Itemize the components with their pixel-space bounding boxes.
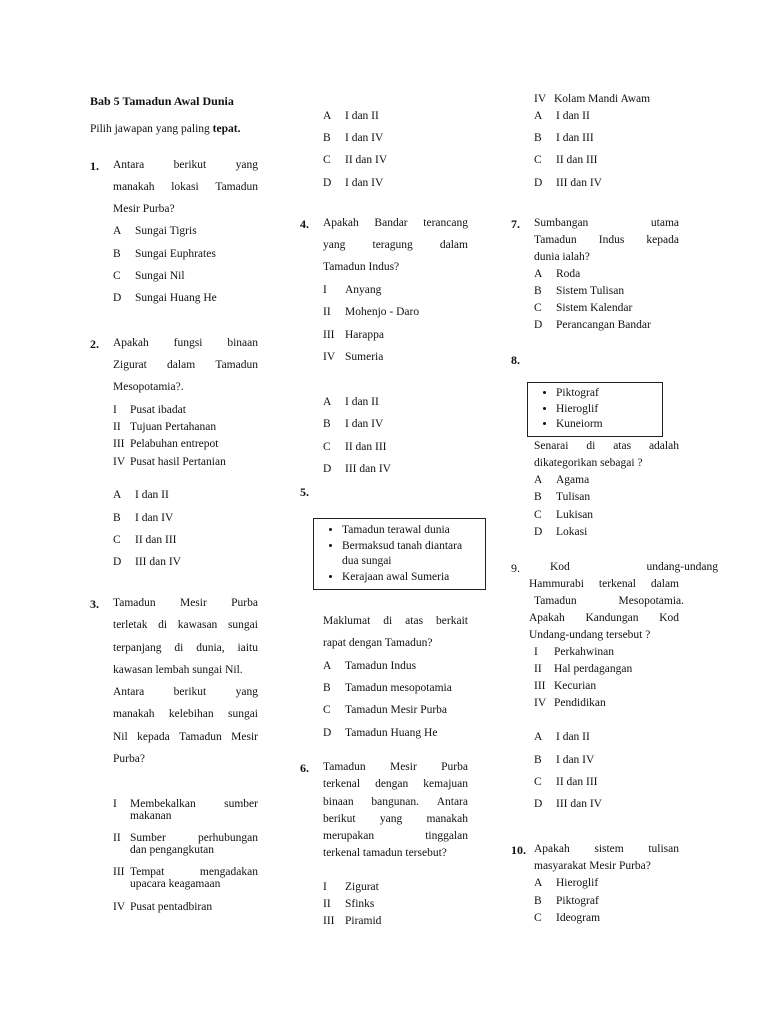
stem-line: kawasan lembah sungai Nil.	[113, 663, 243, 676]
stem-line: Tamadun Mesopotamia.	[534, 595, 684, 607]
statement-item: II Tujuan Pertahanan	[113, 421, 217, 433]
answer-option[interactable]: C II dan III	[113, 534, 177, 546]
stem-line: masyarakat Mesir Purba?	[534, 860, 651, 872]
answer-option[interactable]: B Sungai Euphrates	[113, 248, 216, 260]
stem-line: Apakah fungsi binaan	[113, 337, 258, 349]
answer-option[interactable]: D I dan IV	[323, 177, 384, 189]
question-number: 2.	[90, 337, 99, 351]
info-bullet: • Kerajaan awal Sumeria	[342, 570, 477, 586]
answer-option[interactable]: D III dan IV	[534, 177, 602, 189]
stem-line: Apakah Bandar terancang	[323, 217, 468, 229]
answer-option[interactable]: C Sistem Kalendar	[534, 302, 633, 314]
info-bullet: • Kuneiorm	[556, 417, 654, 433]
stem-line: Purba?	[113, 753, 145, 766]
stem-line: terpanjang di dunia, iaitu	[113, 641, 258, 654]
statement-item: IV Pusat pentadbiran	[113, 901, 213, 913]
stem-line: manakah lokasi Tamadun	[113, 181, 258, 193]
stem-line: terkenal tamadun tersebut?	[323, 847, 447, 860]
answer-option[interactable]: C Lukisan	[534, 509, 594, 521]
stem-line: Antara berikut yang	[113, 686, 258, 699]
answer-option[interactable]: A I dan II	[323, 396, 379, 408]
stem-line: Antara berikut yang	[113, 159, 258, 171]
question-number: 8.	[511, 353, 520, 367]
statement-item: IV Sumeria	[323, 351, 384, 363]
statement-item: I Anyang	[323, 284, 382, 296]
question-number: 5.	[300, 485, 309, 499]
info-bullet: • Hieroglif	[556, 402, 654, 418]
question-number: 10.	[511, 843, 526, 857]
stem-line: Sumbangan utama	[534, 217, 679, 229]
statement-item: IV Pusat hasil Pertanian	[113, 456, 226, 468]
stem-line: Maklumat di atas berkait	[323, 615, 468, 627]
stem-line: merupakan tinggalan	[323, 830, 468, 843]
question-stem	[534, 217, 679, 268]
info-box	[313, 518, 486, 590]
statement-item: II Sfinks	[323, 898, 375, 910]
answer-option[interactable]: C II dan III	[534, 154, 598, 166]
statement-item: III Kecurian	[534, 680, 597, 692]
question-number: 7.	[511, 217, 520, 231]
answer-option[interactable]: A I dan II	[534, 110, 590, 122]
statement-item: II Sumber perhubungan dan pengangkutan	[113, 832, 258, 856]
info-bullet: • Bermaksud tanah diantara dua sungai	[342, 539, 477, 570]
stem-line: Nil kepada Tamadun Mesir	[113, 730, 258, 743]
answer-option[interactable]: B Piktograf	[534, 895, 599, 907]
answer-option[interactable]: B I dan IV	[323, 418, 384, 430]
statement-item: I Zigurat	[323, 881, 379, 893]
statement-item: IV Pendidikan	[534, 697, 606, 709]
question-stem	[534, 843, 679, 877]
answer-option[interactable]: B Sistem Tulisan	[534, 285, 625, 297]
statement-item: I Pusat ibadat	[113, 404, 186, 416]
answer-option[interactable]: A Agama	[534, 474, 590, 486]
info-bullet: • Tamadun terawal dunia	[342, 523, 477, 539]
stem-line: Tamadun Indus kepada	[534, 234, 679, 246]
answer-option[interactable]: B I dan IV	[534, 754, 595, 766]
stem-line: manakah kelebihan sungai	[113, 708, 258, 721]
answer-option[interactable]: A Tamadun Indus	[323, 660, 417, 672]
answer-option[interactable]: C II dan III	[323, 441, 387, 453]
answer-option[interactable]: A I dan II	[113, 489, 169, 501]
answer-option[interactable]: A Sungai Tigris	[113, 225, 197, 237]
question-number: 4.	[300, 217, 309, 231]
stem-line: Apakah Kandungan Kod	[529, 612, 679, 624]
instruction: Pilih jawapan yang paling tepat.	[90, 123, 241, 135]
answer-option[interactable]: D Sungai Huang He	[113, 292, 217, 304]
question-stem	[529, 578, 684, 646]
chapter-title: Bab 5 Tamadun Awal Dunia	[90, 94, 234, 108]
answer-option[interactable]: B Tulisan	[534, 491, 591, 503]
stem-line: yang teragung dalam	[323, 239, 468, 251]
question-number: 6.	[300, 761, 309, 775]
statement-item: III Tempat mengadakan upacara keagamaan	[113, 866, 258, 890]
stem-line: binaan bangunan. Antara	[323, 795, 468, 808]
answer-option[interactable]: D III dan IV	[113, 556, 181, 568]
stem-line: terletak di kawasan sungai	[113, 619, 258, 632]
info-bullet: • Piktograf	[556, 386, 654, 402]
answer-option[interactable]: A I dan II	[534, 731, 590, 743]
statement-item: III Piramid	[323, 915, 382, 927]
answer-option[interactable]: A I dan II	[323, 110, 379, 122]
stem-line: Undang-undang tersebut ?	[529, 629, 651, 641]
answer-option[interactable]: D III dan IV	[534, 798, 602, 810]
answer-option[interactable]: B I dan IV	[113, 512, 174, 524]
stem-line: Mesir Purba?	[113, 203, 175, 215]
answer-option[interactable]: C Sungai Nil	[113, 270, 185, 282]
question-stem	[113, 337, 258, 403]
answer-option[interactable]: A Hieroglif	[534, 877, 599, 889]
stem-line: Hammurabi terkenal dalam	[529, 578, 679, 590]
question-stem	[323, 615, 468, 659]
stem-line: Tamadun Mesir Purba	[113, 597, 258, 609]
answer-option[interactable]: C II dan IV	[323, 154, 388, 166]
statement-item: II Mohenjo - Daro	[323, 306, 420, 318]
statement-item: I Perkahwinan	[534, 646, 615, 658]
stem-line: Senarai di atas adalah	[534, 440, 679, 452]
stem-line: dikategorikan sebagai ?	[534, 457, 643, 469]
statement-item: III Harappa	[323, 329, 384, 341]
answer-option[interactable]: C Tamadun Mesir Purba	[323, 704, 448, 716]
question-stem	[323, 761, 468, 865]
stem-line: Mesopotamia?.	[113, 381, 184, 393]
answer-option[interactable]: C II dan III	[534, 776, 598, 788]
answer-option[interactable]: B Tamadun mesopotamia	[323, 682, 452, 694]
answer-option[interactable]: D Perancangan Bandar	[534, 319, 651, 331]
info-box	[527, 382, 663, 437]
question-stem	[113, 597, 258, 775]
question-stem	[323, 217, 468, 283]
answer-option[interactable]: D III dan IV	[323, 463, 391, 475]
stem-line: berikut yang manakah	[323, 812, 468, 825]
statement-item: I Membekalkan sumber makanan	[113, 798, 258, 822]
question-stem	[113, 159, 258, 225]
statement-item: II Hal perdagangan	[534, 663, 633, 675]
answer-option[interactable]: D Lokasi	[534, 526, 588, 538]
stem-line: rapat dengan Tamadun?	[323, 637, 433, 649]
question-stem	[534, 440, 679, 474]
stem-line: dunia ialah?	[534, 251, 590, 263]
question-number: 9.	[511, 561, 520, 575]
stem-line: terkenal dengan kemajuan	[323, 778, 468, 791]
answer-option[interactable]: D Tamadun Huang He	[323, 727, 438, 739]
answer-option[interactable]: B I dan IV	[323, 132, 384, 144]
statement-item: III Pelabuhan entrepot	[113, 438, 219, 450]
stem-line: Apakah sistem tulisan	[534, 843, 679, 855]
stem-line: Tamadun Mesir Purba	[323, 761, 468, 773]
stem-line: Zigurat dalam Tamadun	[113, 359, 258, 371]
question-number: 1.	[90, 159, 99, 173]
question-number: 3.	[90, 597, 99, 611]
answer-option[interactable]: B I dan III	[534, 132, 594, 144]
answer-option[interactable]: C Ideogram	[534, 912, 601, 924]
stem-line: Tamadun Indus?	[323, 261, 400, 273]
answer-option[interactable]: A Roda	[534, 268, 581, 280]
stem-line: Kod undang-undang	[550, 561, 718, 573]
statement-item: IV Kolam Mandi Awam	[534, 93, 651, 105]
